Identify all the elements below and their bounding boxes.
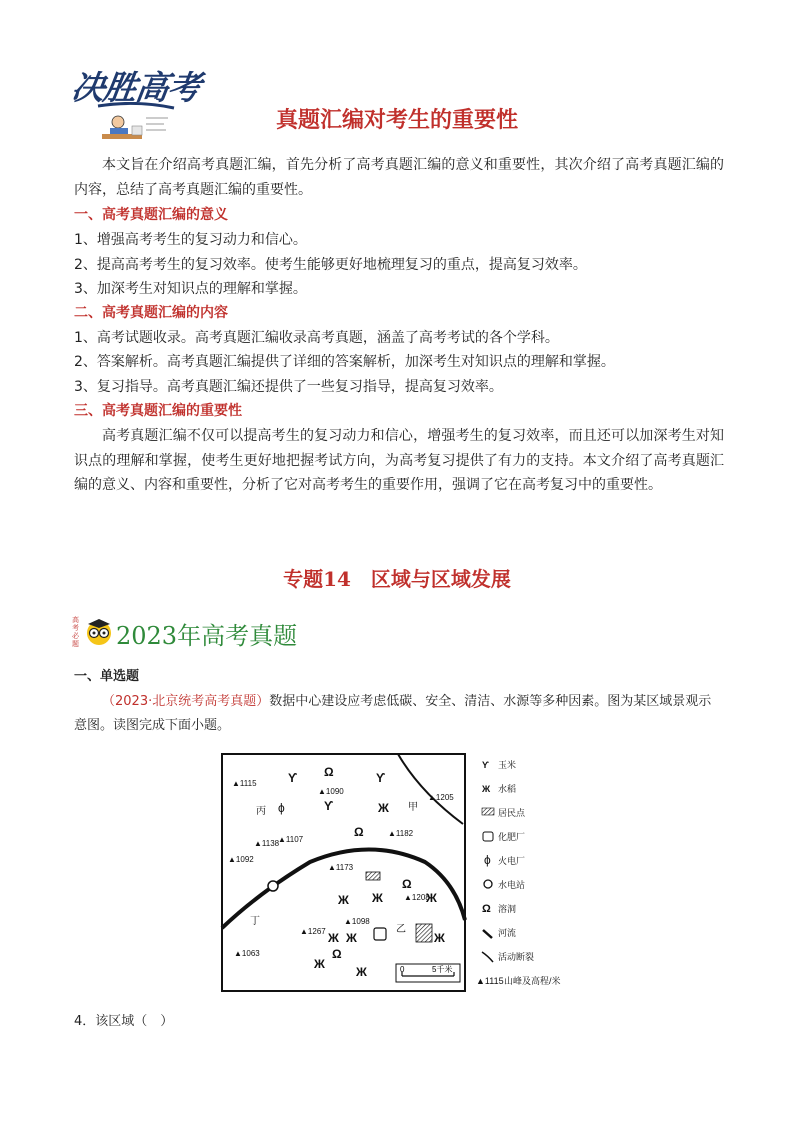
year-badge-text: 2023年高考真题 <box>116 622 298 650</box>
scale-zero: 0 <box>400 965 405 974</box>
legend-corn: 玉米 <box>498 760 517 770</box>
legend-cave: 溶洞 <box>498 904 517 914</box>
legend-river: 河流 <box>498 928 517 938</box>
svg-text:Ж: Ж <box>338 893 349 907</box>
legend-rice: 水稻 <box>498 784 517 794</box>
page-title: 真题汇编对考生的重要性 <box>275 108 518 133</box>
svg-text:ϒ: ϒ <box>288 771 298 785</box>
peak-1107: ▲1107 <box>278 835 304 844</box>
scale-label: 5千米 <box>432 965 453 974</box>
question-source: （2023·北京统考高考真题） <box>102 694 270 709</box>
section-1-item-3: 3、加深考生对知识点的理解和掌握。 <box>74 281 307 297</box>
svg-text:Ж: Ж <box>372 891 383 905</box>
legend-peak: 山峰及高程/米 <box>504 976 561 986</box>
place-ding: 丁 <box>250 916 260 927</box>
peak-1063: ▲1063 <box>234 949 260 958</box>
section-1-item-2: 2、提高高考考生的复习效率。使考生能够更好地梳理复习的重点，提高复习效率。 <box>74 257 587 273</box>
peak-1205: ▲1205 <box>428 793 454 802</box>
place-yi: 乙 <box>396 924 406 935</box>
section-heading-1: 一、高考真题汇编的意义 <box>74 207 228 223</box>
svg-text:Ω: Ω <box>482 903 491 915</box>
peak-1115: ▲1115 <box>232 779 257 788</box>
svg-text:Ж: Ж <box>346 931 357 945</box>
svg-text:Ж: Ж <box>314 957 325 971</box>
svg-text:ϕ: ϕ <box>484 853 491 867</box>
conclusion-paragraph: 高考真题汇编不仅可以提高考生的复习动力和信心，增强考生的复习效率，而且还可以加深考生对知识点的理解和掌握，使考生更好地把握考试方向，为高考复习提供了有力的支持。本文介绍了高考真题汇编的意义、内容和重要性，分析了它对高考考生的重要作用，强调了它在高考复习中的重要性。 <box>74 428 724 493</box>
section-2-item-1: 1、高考试题收录。高考真题汇编收录高考真题，涵盖了高考考试的各个学科。 <box>74 330 559 346</box>
landscape-map <box>220 752 590 994</box>
legend-hydro-station: 水电站 <box>498 880 526 890</box>
legend-settlement: 居民点 <box>498 808 526 818</box>
svg-text:ϒ: ϒ <box>324 799 334 813</box>
svg-text:Ω: Ω <box>324 765 334 779</box>
question-type: 一、单选题 <box>74 669 140 684</box>
svg-text:Ж: Ж <box>434 931 445 945</box>
legend-fault: 活动断裂 <box>498 952 535 962</box>
question-4: 4．该区域（ ） <box>74 1014 174 1029</box>
svg-text:Ω: Ω <box>402 877 412 891</box>
question-text: 数据中心建设应考虑低碳、安全、清洁、水源等多种因素。图为某区域景观示意图。读图完成下面小题。 <box>74 694 712 733</box>
hydropower-station <box>268 881 278 891</box>
peak-1092: ▲1092 <box>228 855 254 864</box>
peak-1208: ▲1208 <box>404 893 430 902</box>
peak-1098: ▲1098 <box>344 917 370 926</box>
svg-text:Ж: Ж <box>426 891 437 905</box>
svg-text:ϒ: ϒ <box>376 771 386 785</box>
section-2-item-3: 3、复习指导。高考真题汇编还提供了一些复习指导，提高复习效率。 <box>74 379 503 395</box>
legend-fertilizer-plant: 化肥厂 <box>498 832 526 842</box>
peak-1182: ▲1182 <box>388 829 414 838</box>
topic-title: 专题14 区域与区域发展 <box>283 567 511 591</box>
legend-peak-value: 1115 <box>484 976 504 986</box>
svg-text:ϕ: ϕ <box>278 801 285 815</box>
place-jia: 甲 <box>408 802 418 813</box>
svg-text:Ж: Ж <box>328 931 339 945</box>
svg-text:Ω: Ω <box>332 947 342 961</box>
peak-1173: ▲1173 <box>328 863 354 872</box>
peak-1138: ▲1138 <box>254 839 280 848</box>
legend-thermal-plant: 火电厂 <box>498 856 526 866</box>
logo-text: 决胜高考 <box>68 68 203 107</box>
question-stem <box>74 690 724 738</box>
intro-paragraph: 本文旨在介绍高考真题汇编，首先分析了高考真题汇编的意义和重要性，其次介绍了高考真题汇编的内容，总结了高考真题汇编的重要性。 <box>74 157 724 198</box>
svg-text:Ж: Ж <box>482 784 491 794</box>
section-1-item-1: 1、增强高考考生的复习动力和信心。 <box>74 232 307 248</box>
svg-text:Ж: Ж <box>356 965 367 979</box>
owl-icon <box>84 616 114 646</box>
badge-side-text: 高考必题 <box>72 616 79 648</box>
peak-1267: ▲1267 <box>300 927 326 936</box>
peak-1090: ▲1090 <box>318 787 344 796</box>
svg-text:Ж: Ж <box>378 801 389 815</box>
svg-text:Ω: Ω <box>354 825 364 839</box>
place-bing: 丙 <box>256 806 266 817</box>
section-2-item-2: 2、答案解析。高考真题汇编提供了详细的答案解析，加深考生对知识点的理解和掌握。 <box>74 354 615 370</box>
section-heading-3: 三、高考真题汇编的重要性 <box>74 403 242 419</box>
svg-text:▲1115: ▲1115 <box>476 976 504 986</box>
svg-text:ϒ: ϒ <box>482 760 489 770</box>
section-heading-2: 二、高考真题汇编的内容 <box>74 305 228 321</box>
